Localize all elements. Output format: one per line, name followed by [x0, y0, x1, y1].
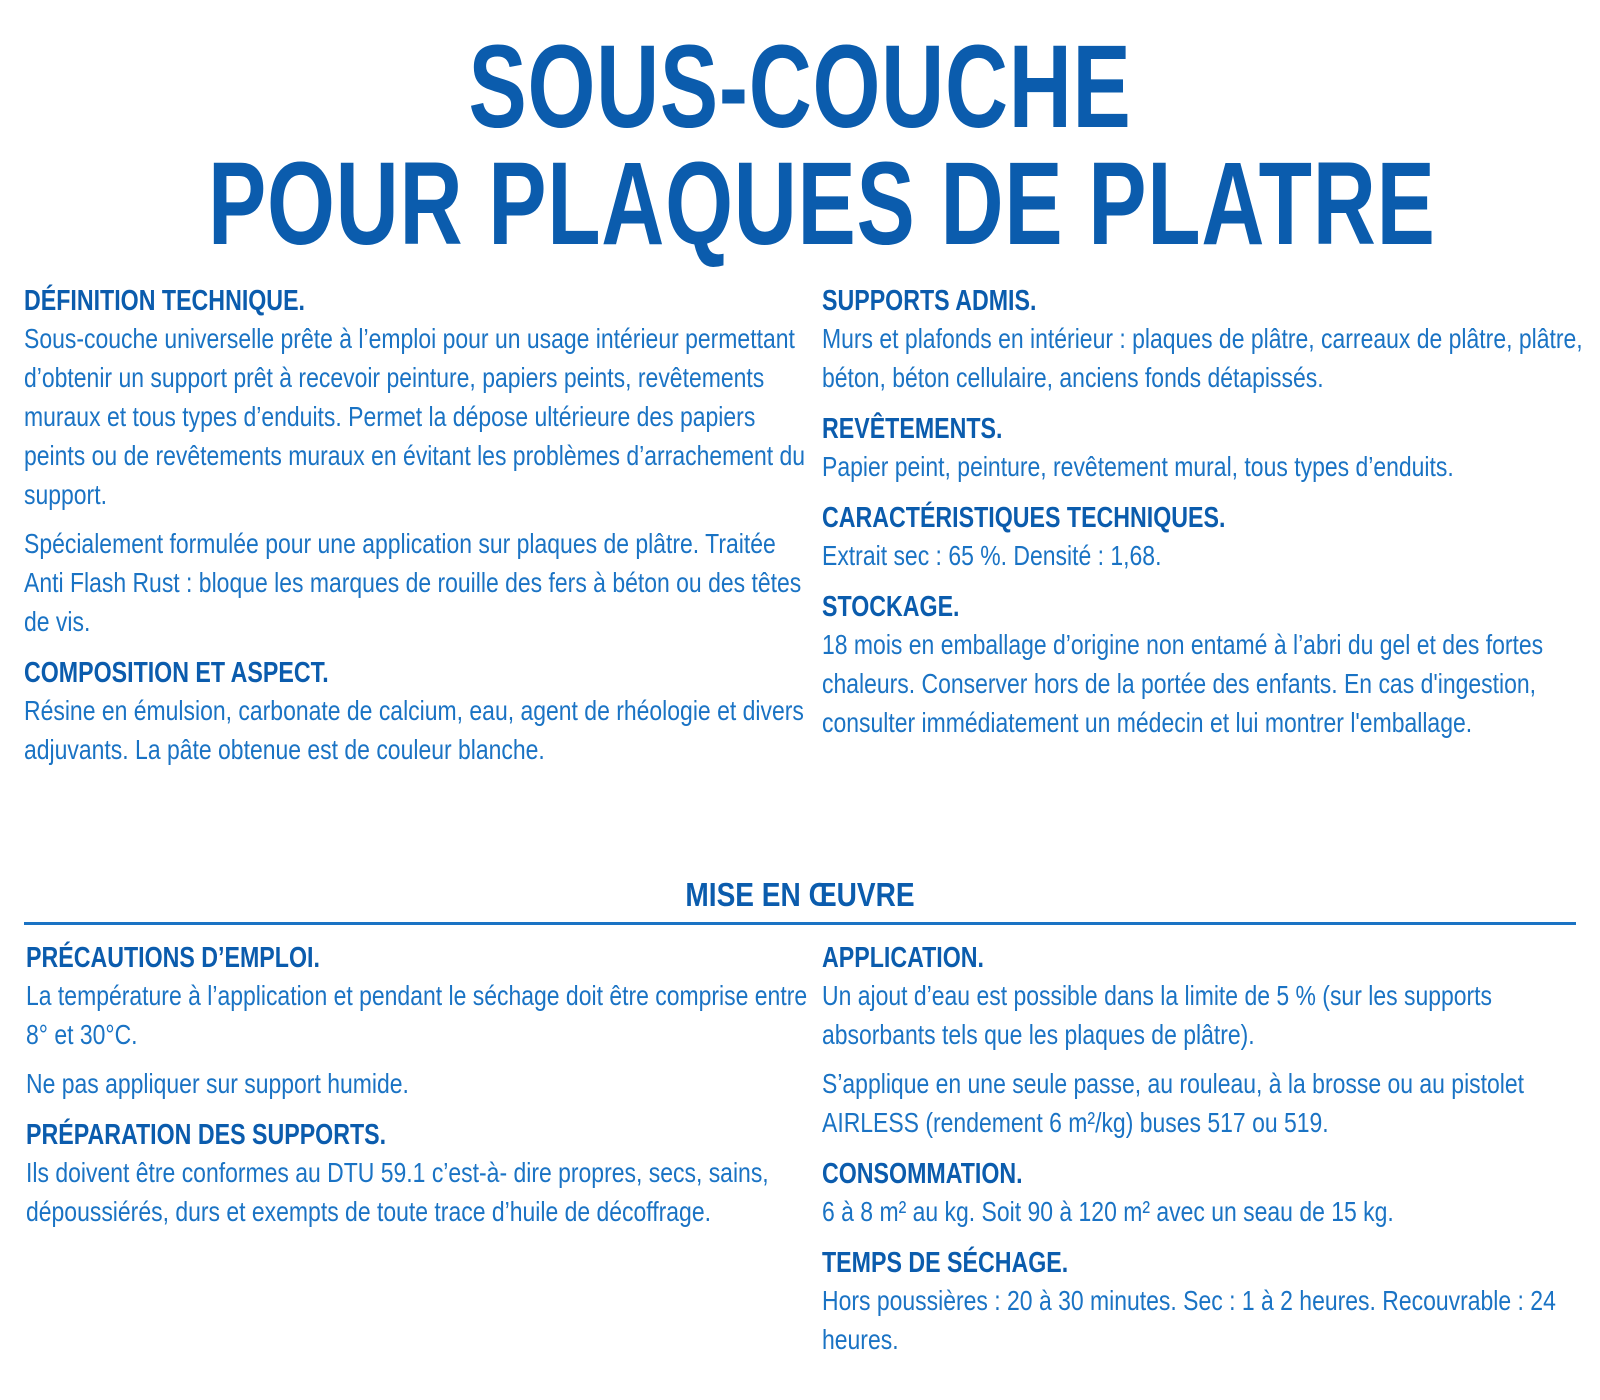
section-paragraph: Résine en émulsion, carbonate de calcium, eau, agent de rhéologie et divers adjuvants. La pâte obtenue est de couleur blanche. — [24, 695, 804, 765]
section-heading: DÉFINITION TECHNIQUE. — [24, 285, 305, 317]
section-paragraph: Murs et plafonds en intérieur : plaques de plâtre, carreaux de plâtre, plâtre, béton, béton cellulaire, anciens fonds détapissés. — [822, 323, 1583, 393]
section-heading: STOCKAGE. — [822, 591, 960, 623]
section-heading: COMPOSITION ET ASPECT. — [24, 657, 329, 689]
column-left-top — [24, 283, 804, 783]
title-line-2: POUR PLAQUES DE PLATRE — [208, 138, 1436, 270]
section-heading: TEMPS DE SÉCHAGE. — [822, 1247, 1069, 1279]
mise-en-oeuvre-heading: MISE EN ŒUVRE — [685, 876, 915, 913]
section-paragraph: Hors poussières : 20 à 30 minutes. Sec : 1 à 2 heures. Recouvrable : 24 heures. — [822, 1285, 1556, 1355]
section-heading: PRÉCAUTIONS D’EMPLOI. — [26, 942, 320, 974]
section-stockage — [822, 589, 1600, 742]
section-temps-sechage — [822, 1245, 1600, 1359]
section-heading: PRÉPARATION DES SUPPORTS. — [26, 1119, 387, 1151]
section-paragraph: Papier peint, peinture, revêtement mural, tous types d’enduits. — [822, 451, 1454, 482]
divider-rule — [24, 922, 1576, 925]
section-paragraph: 6 à 8 m² au kg. Soit 90 à 120 m² avec un seau de 15 kg. — [822, 1196, 1394, 1227]
section-definition-technique — [24, 283, 804, 641]
section-consommation — [822, 1156, 1600, 1231]
section-paragraph: Spécialement formulée pour une application sur plaques de plâtre. Traitée Anti Flash Rust : bloque les marques de rouille des fers à béton ou des têtes de vis. — [24, 528, 802, 637]
section-paragraph: 18 mois en emballage d’origine non entamé à l’abri du gel et des fortes chaleurs. Conserver hors de la portée des enfants. En cas d'ingestion, consulter immédiatement un médecin et lui montrer l'emballage. — [822, 629, 1544, 738]
section-application — [822, 940, 1600, 1142]
section-revetements — [822, 411, 1600, 486]
section-heading: SUPPORTS ADMIS. — [822, 285, 1037, 317]
section-precautions-emploi — [26, 940, 806, 1103]
column-right-top — [822, 283, 1600, 756]
section-paragraph: S’applique en une seule passe, au rouleau, à la brosse ou au pistolet AIRLESS (rendement 6 m²/kg) buses 517 ou 519. — [822, 1068, 1525, 1138]
column-right-bottom — [822, 940, 1600, 1373]
section-paragraph: Ils doivent être conformes au DTU 59.1 c’est-à- dire propres, secs, sains, dépoussiérés, durs et exempts de toute trace d’huile de décoffrage. — [26, 1157, 769, 1227]
section-heading: CARACTÉRISTIQUES TECHNIQUES. — [822, 502, 1226, 534]
section-supports-admis — [822, 283, 1600, 397]
section-heading: REVÊTEMENTS. — [822, 413, 1003, 445]
section-preparation-supports — [26, 1117, 806, 1231]
section-heading: CONSOMMATION. — [822, 1158, 1023, 1190]
title-line-1: SOUS-COUCHE — [468, 21, 1132, 153]
section-paragraph: Sous-couche universelle prête à l’emploi pour un usage intérieur permettant d’obtenir un support prêt à recevoir peinture, papiers peints, revêtements muraux et tous types d’enduits. Permet la dépose ultérieure des papiers peints ou de revêtements muraux en évitant les problèmes d’arrachement du support. — [24, 323, 806, 510]
section-paragraph: Extrait sec : 65 %. Densité : 1,68. — [822, 540, 1162, 571]
section-paragraph: Ne pas appliquer sur support humide. — [26, 1068, 409, 1099]
section-caracteristiques-techniques — [822, 500, 1600, 575]
section-paragraph: La température à l’application et pendant le séchage doit être comprise entre 8° et 30°C. — [26, 980, 808, 1050]
column-left-bottom — [26, 940, 806, 1245]
section-composition-aspect — [24, 655, 804, 769]
section-heading: APPLICATION. — [822, 942, 984, 974]
section-paragraph: Un ajout d’eau est possible dans la limite de 5 % (sur les supports absorbants tels que les plaques de plâtre). — [822, 980, 1493, 1050]
